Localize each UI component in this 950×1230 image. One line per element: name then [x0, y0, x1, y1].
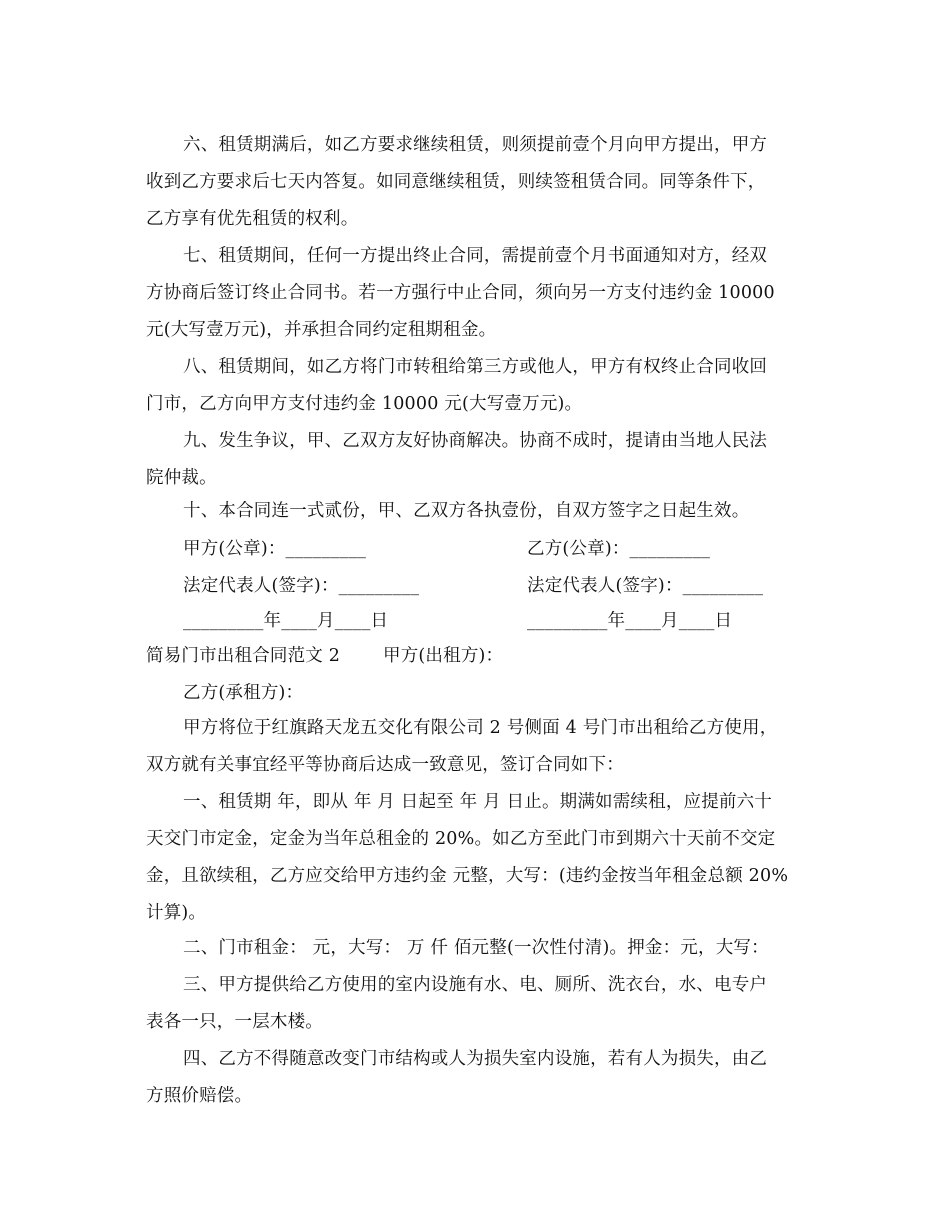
facilities-clause-line-1: 三、甲方提供给乙方使用的室内设施有水、电、厕所、洗衣台，水、电专户	[183, 975, 768, 995]
clause-8-line-2: 门市，乙方向甲方支付违约金 10000 元(大写壹万元)。	[146, 394, 583, 414]
clause-6-line-3: 乙方享有优先租赁的权利。	[146, 209, 359, 229]
party-b-date: _________年____月____日	[527, 611, 733, 631]
clause-9-line-2: 院仲裁。	[146, 468, 217, 488]
lessee-label: 乙方(承租方)：	[183, 683, 304, 703]
rent-clause-line: 二、门市租金： 元，大写： 万 仟 佰元整(一次性付清)。押金：元，大写：	[183, 938, 769, 958]
term-clause-line-1: 一、租赁期 年，即从 年 月 日起至 年 月 日止。期满如需续租，应提前六十	[183, 792, 773, 812]
facilities-clause-line-2: 表各一只，一层木楼。	[146, 1012, 323, 1032]
damage-clause-line-1: 四、乙方不得随意改变门市结构或人为损失室内设施，若有人为损失，由乙	[183, 1049, 768, 1069]
second-contract-title: 简易门市出租合同范文 2	[146, 646, 341, 666]
clause-7-line-2: 方协商后签订终止合同书。若一方强行中止合同，须向另一方支付违约金 10000	[146, 283, 775, 303]
clause-7-line-1: 七、租赁期间，任何一方提出终止合同，需提前壹个月书面通知对方，经双	[183, 246, 768, 266]
clause-6-line-1: 六、租赁期满后，如乙方要求继续租赁，则须提前壹个月向甲方提出，甲方	[183, 135, 768, 155]
party-a-date: _________年____月____日	[183, 611, 389, 631]
lessor-label: 甲方(出租方)：	[383, 646, 504, 666]
party-a-seal: 甲方(公章)：_________	[183, 539, 367, 559]
term-clause-line-3: 金，且欲续租，乙方应交给甲方违约金 元整，大写：(违约金按当年租金总额 20%	[146, 866, 789, 886]
clause-7-line-3: 元(大写壹万元)，并承担合同约定租期租金。	[146, 320, 497, 340]
party-b-representative: 法定代表人(签字)：_________	[527, 576, 764, 596]
clause-10-line: 十、本合同连一式贰份，甲、乙双方各执壹份，自双方签字之日起生效。	[183, 501, 750, 521]
clause-9-line-1: 九、发生争议，甲、乙双方友好协商解决。协商不成时，提请由当地人民法	[183, 431, 768, 451]
damage-clause-line-2: 方照价赔偿。	[146, 1086, 253, 1106]
party-a-representative: 法定代表人(签字)：_________	[183, 576, 420, 596]
clause-8-line-1: 八、租赁期间，如乙方将门市转租给第三方或他人，甲方有权终止合同收回	[183, 357, 768, 377]
term-clause-line-4: 计算)。	[146, 903, 207, 923]
intro-line-1: 甲方将位于红旗路天龙五交化有限公司 2 号侧面 4 号门市出租给乙方使用，	[183, 718, 778, 738]
intro-line-2: 双方就有关事宜经平等协商后达成一致意见，签订合同如下：	[146, 755, 624, 775]
clause-6-line-2: 收到乙方要求后七天内答复。如同意继续租赁，则续签租赁合同。同等条件下，	[146, 172, 766, 192]
party-b-seal: 乙方(公章)：_________	[527, 539, 711, 559]
term-clause-line-2: 天交门市定金，定金为当年总租金的 20%。如乙方至此门市到期六十天前不交定	[146, 829, 776, 849]
